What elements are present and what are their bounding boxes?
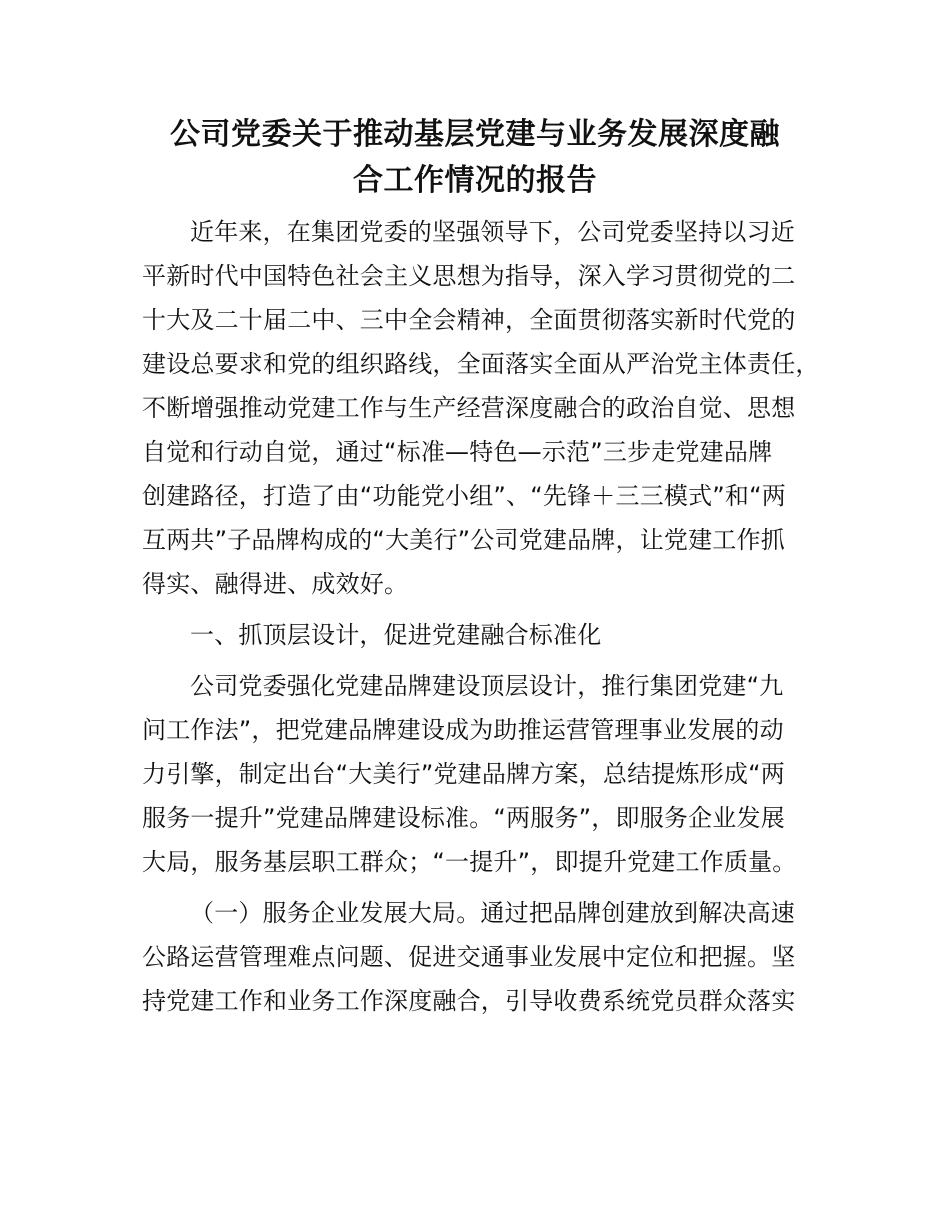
text-line: （一）服务企业发展大局。通过把品牌创建放到解决高速	[190, 899, 795, 927]
text-line: 公司党委强化党建品牌建设顶层设计，推行集团党建“九	[190, 672, 784, 700]
text-line: 大局，服务基层职工群众；“一提升”，即提升党建工作质量。	[142, 848, 797, 876]
document-title	[140, 112, 810, 204]
title-line-1: 公司党委关于推动基层党建与业务发展深度融	[170, 117, 780, 152]
section-heading-text: 一、抓顶层设计，促进党建融合标准化	[190, 621, 602, 649]
text-line: 平新时代中国特色社会主义思想为指导，深入学习贯彻党的二	[142, 262, 796, 290]
paragraph-subsection-1	[142, 891, 822, 1023]
document-body	[142, 210, 822, 1030]
text-line: 自觉和行动自觉，通过“标准—特色—示范”三步走党建品牌	[142, 438, 773, 466]
paragraph-top-design	[142, 664, 822, 884]
text-line: 得实、融得进、成效好。	[142, 570, 409, 598]
paragraph-intro	[142, 210, 822, 606]
text-line: 持党建工作和业务工作深度融合，引导收费系统党员群众落实	[142, 987, 796, 1015]
text-line: 力引擎，制定出台“大美行”党建品牌方案，总结提炼形成“两	[142, 760, 785, 788]
text-line: 近年来，在集团党委的坚强领导下，公司党委坚持以习近	[190, 218, 795, 246]
text-line: 问工作法”，把党建品牌建设成为助推运营管理事业发展的动	[142, 716, 784, 744]
text-line: 不断增强推动党建工作与生产经营深度融合的政治自觉、思想	[142, 394, 796, 422]
text-line: 建设总要求和党的组织路线，全面落实全面从严治党主体责任，	[142, 350, 820, 378]
text-line: 互两共”子品牌构成的“大美行”公司党建品牌，让党建工作抓	[142, 526, 785, 554]
text-line: 公路运营管理难点问题、促进交通事业发展中定位和把握。坚	[142, 943, 796, 971]
text-line: 十大及二十届二中、三中全会精神，全面贯彻落实新时代党的	[142, 306, 796, 334]
title-line-2: 合工作情况的报告	[353, 163, 597, 198]
text-line: 服务一提升”党建品牌建设标准。“两服务”，即服务企业发展	[142, 804, 785, 832]
text-line: 创建路径，打造了由“功能党小组”、“先锋＋三三模式”和“两	[142, 482, 786, 510]
section-heading	[142, 613, 822, 657]
